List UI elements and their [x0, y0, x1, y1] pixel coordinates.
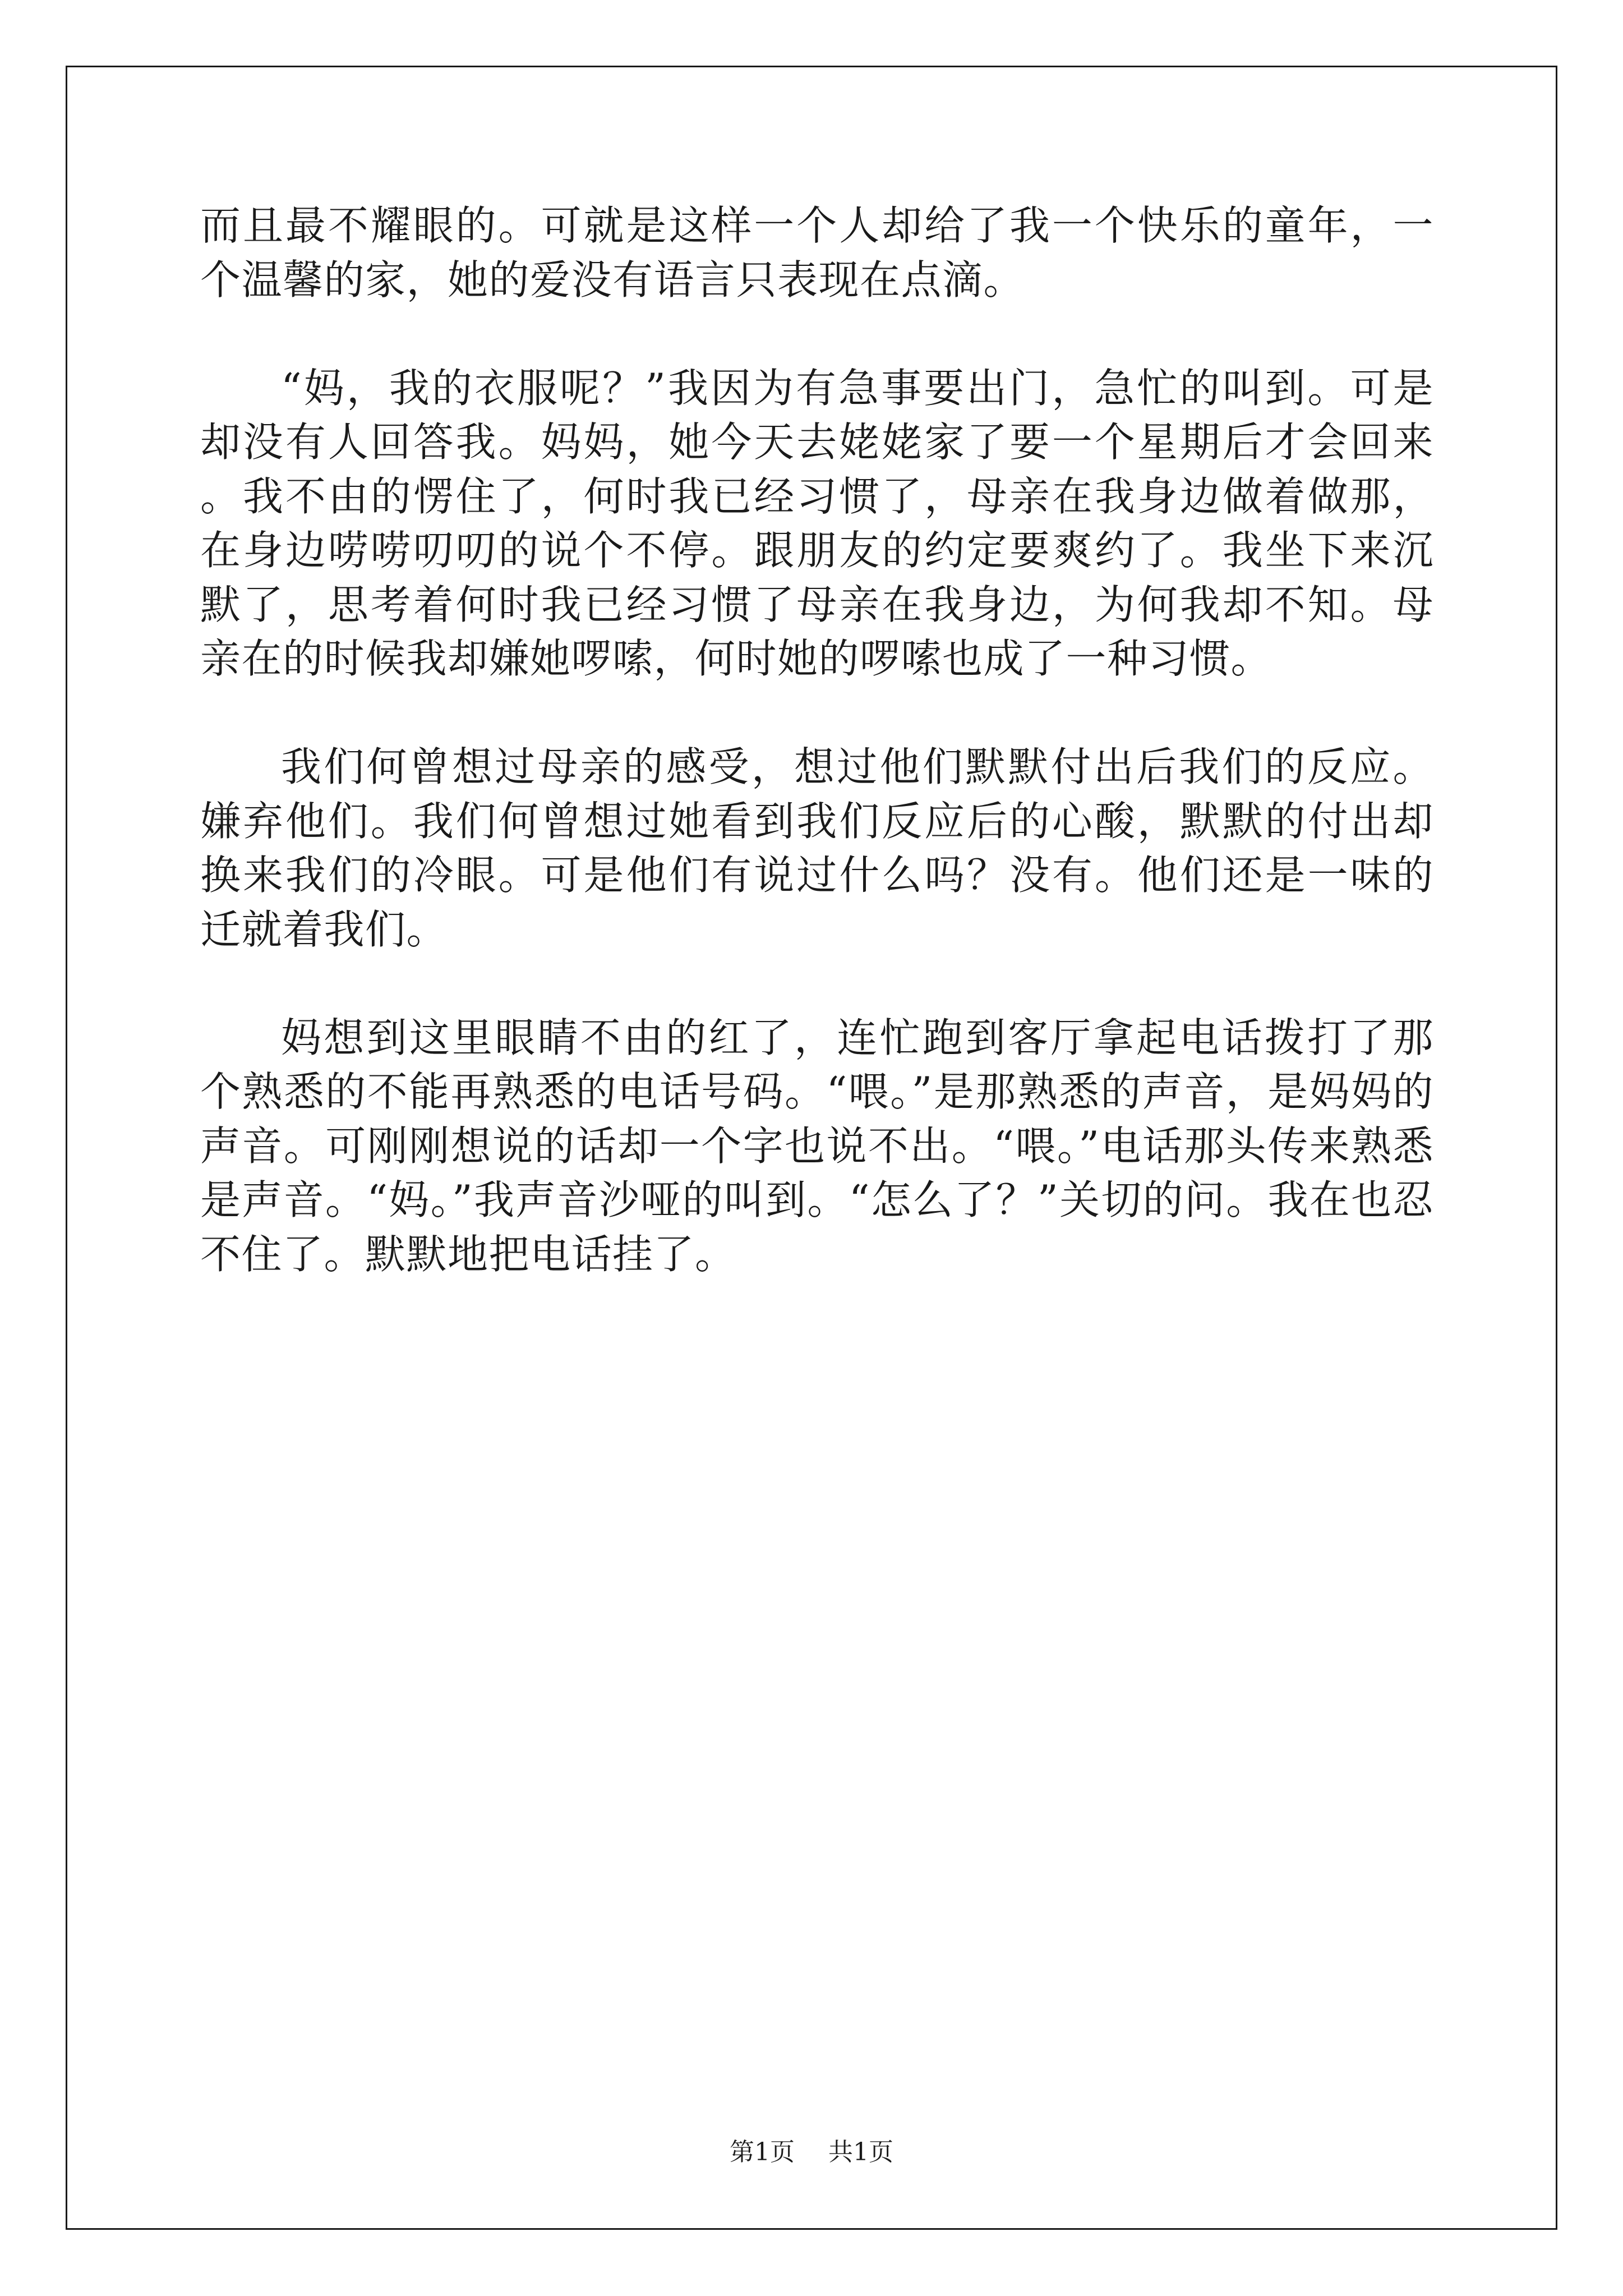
paragraph-spacer: [200, 686, 1434, 740]
paragraph-spacer: [200, 956, 1434, 1011]
paragraph-2: “妈，我的衣服呢？”我因为有急事要出门，急忙的叫到。可是却没有人回答我。妈妈，她今天去姥姥家了要一个星期后才会回来。我不由的愣住了，何时我已经习惯了，母亲在我身边做着做那，在身边唠唠叨叨的说个不停。跟朋友的约定要爽约了。我坐下来沉默了，思考着何时我已经习惯了母亲在我身边，为何我却不知。母亲在的时候我却嫌她啰嗦，何时她的啰嗦也成了一种习惯。: [200, 364, 1434, 682]
page-number: 第1页: [730, 2138, 795, 2166]
paragraph-spacer: [200, 307, 1434, 361]
paragraph-3: 我们何曾想过母亲的感受，想过他们默默付出后我们的反应。嫌弃他们。我们何曾想过她看到我们反应后的心酸，默默的付出却换来我们的冷眼。可是他们有说过什么吗？没有。他们还是一味的迁就着我们。: [200, 743, 1434, 953]
page-total: 共1页: [828, 2138, 893, 2166]
document-body: [200, 199, 1434, 1281]
paragraph-1: 而且最不耀眼的。可就是这样一个人却给了我一个快乐的童年，一个温馨的家，她的爱没有语言只表现在点滴。: [200, 202, 1434, 303]
page-footer: [0, 2132, 1623, 2168]
paragraph-4: 妈想到这里眼睛不由的红了，连忙跑到客厅拿起电话拨打了那个熟悉的不能再熟悉的电话号码。“喂。”是那熟悉的声音，是妈妈的声音。可刚刚想说的话却一个字也说不出。“喂。”电话那头传来熟悉是声音。“妈。”我声音沙哑的叫到。“怎么了？”关切的问。我在也忍不住了。默默地把电话挂了。: [200, 1014, 1434, 1278]
